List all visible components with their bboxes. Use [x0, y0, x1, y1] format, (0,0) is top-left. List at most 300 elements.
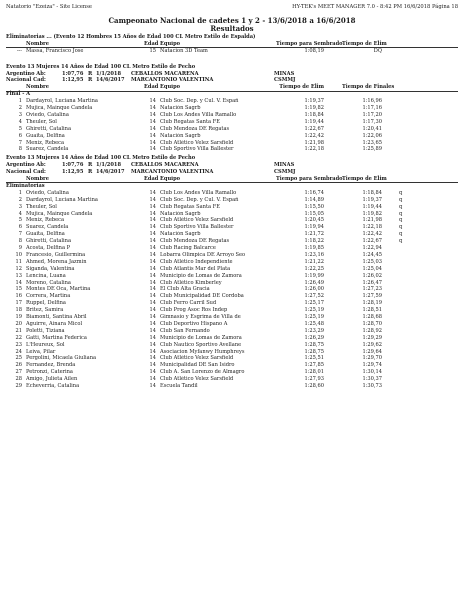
place: 3: [18, 111, 22, 118]
section-title: [6, 91, 458, 97]
swimmer-name: Leiva, Pilar: [26, 348, 56, 355]
team-name: Municipio de Lomas de Zamora: [160, 272, 242, 279]
team-name: Club Soc. Dep. y Cul. V. Españ: [160, 196, 239, 203]
result-row: [6, 383, 458, 389]
qualifier-mark: q: [399, 224, 403, 231]
continuation-title: [6, 34, 458, 40]
swimmer-age: 14: [149, 314, 156, 320]
swimmer-name: Moreno, Catalina: [26, 279, 71, 286]
result-row: [6, 266, 458, 272]
header-age: Edad: [144, 176, 159, 182]
result-row: [6, 105, 458, 111]
place: 2: [18, 105, 22, 111]
result-time: 1:19,44: [362, 203, 382, 210]
result-time: 1:25,04: [362, 265, 382, 272]
place: 19: [15, 314, 22, 320]
qualifier-mark: q: [399, 210, 403, 217]
swimmer-name: Theuler, Sol: [26, 118, 57, 125]
result-time: 1:23,65: [362, 139, 382, 146]
record-team: CSMMJ: [274, 77, 296, 84]
place: 14: [15, 279, 22, 286]
swimmer-age: 15: [149, 47, 156, 54]
result-time: 1:19,37: [362, 196, 382, 203]
header-name: Nombre: [26, 84, 49, 91]
result-time: 1:28,51: [362, 307, 382, 314]
swimmer-age: 14: [149, 210, 156, 217]
swimmer-age: 14: [149, 307, 156, 314]
place: 6: [18, 132, 22, 139]
place: 22: [15, 334, 22, 341]
team-name: Club Prog Asoc Ros Indep: [160, 307, 228, 314]
result-time: 1:29,64: [362, 348, 382, 355]
swimmer-name: Britez, Samira: [26, 307, 64, 314]
result-time: 1:22,94: [362, 245, 382, 251]
seed-time: 1:25,17: [304, 300, 324, 307]
team-name: Club Regatas Santa FE: [160, 118, 220, 125]
result-row: [6, 300, 458, 306]
swimmer-age: 14: [149, 272, 156, 279]
place: 9: [18, 245, 22, 251]
result-row: [6, 119, 458, 125]
swimmer-age: 14: [149, 245, 156, 251]
place: 23: [15, 341, 22, 348]
place: 2: [18, 196, 22, 203]
seed-time: 1:27,52: [304, 293, 324, 300]
record-line: [6, 162, 458, 168]
result-time: 1:22,06: [362, 132, 382, 139]
swimmer-age: 14: [149, 139, 156, 146]
swimmer-name: Meniz, Rebeca: [26, 139, 65, 146]
result-time: 1:27,59: [362, 293, 382, 300]
swimmer-name: Siganda, Valentina: [26, 265, 75, 272]
swimmer-name: Acosta, Delfina P: [26, 245, 71, 251]
seed-time: 1:16,74: [304, 189, 324, 196]
record-team: MINAS: [274, 70, 295, 77]
result-row: [6, 362, 458, 368]
result-time: 1:26,47: [362, 279, 382, 286]
team-name: Natación Sagrb: [160, 132, 201, 139]
swimmer-age: 14: [149, 383, 156, 389]
place: 7: [18, 139, 22, 146]
place: 4: [18, 118, 22, 125]
column-headers: [6, 176, 458, 182]
result-time: 1:29,29: [362, 334, 382, 341]
seed-time: 1:28,75: [304, 348, 324, 355]
place: 1: [18, 98, 22, 105]
place: 15: [15, 286, 22, 293]
result-time: 1:28,70: [362, 320, 382, 327]
record-holder: MARCANTONIO VALENTINA: [131, 77, 214, 84]
seed-time: 1:21,98: [304, 139, 324, 146]
column-headers: [6, 41, 458, 47]
result-row: [6, 335, 458, 341]
swimmer-name: Guaita, Delfina: [26, 132, 65, 139]
swimmer-age: 14: [149, 348, 156, 355]
result-row: [6, 342, 458, 348]
swimmer-name: Suarez, Candela: [26, 146, 69, 153]
seed-time: 1:26,00: [304, 286, 324, 293]
place: 16: [15, 293, 22, 300]
swimmer-name: Gatti, Martina Federica: [26, 334, 87, 341]
results-title: Resultados: [210, 24, 254, 33]
result-time: 1:26,02: [362, 272, 382, 279]
result-time: 1:16,96: [362, 98, 382, 105]
swimmer-name: Meniz, Rebeca: [26, 217, 65, 224]
swimmer-age: 14: [149, 355, 156, 362]
result-time: 1:17,20: [362, 111, 382, 118]
swimmer-age: 14: [149, 265, 156, 272]
seed-time: 1:22,25: [304, 265, 324, 272]
swimmer-name: Oviedo, Catalina: [26, 111, 69, 118]
result-row: [6, 238, 458, 244]
result-row: [6, 355, 458, 361]
record-line: [6, 169, 458, 175]
swimmer-age: 14: [149, 320, 156, 327]
result-time: 1:19,82: [362, 210, 382, 217]
swimmer-name: Biamonti, Santina Abril: [26, 314, 87, 320]
place: 7: [18, 231, 22, 238]
team-name: Club Atlantis Mar del Plata: [160, 265, 231, 272]
swimmer-age: 14: [149, 258, 156, 265]
seed-time: 1:23,29: [304, 327, 324, 334]
seed-time: 1:19,85: [304, 245, 324, 251]
swimmer-name: Ruppel, Delfina: [26, 300, 66, 307]
result-row: [6, 190, 458, 196]
header-time: Tiempo de Finales: [342, 84, 395, 91]
result-row: [6, 140, 458, 146]
seed-time: 1:15,05: [304, 210, 324, 217]
place: 18: [15, 307, 22, 314]
seed-time: 1:08,19: [304, 47, 324, 54]
result-row: [6, 349, 458, 355]
record-label: Nacional Cad:: [6, 77, 46, 84]
header-seed: Tiempo para Sembrado: [276, 40, 343, 47]
result-time: 1:29,74: [362, 362, 382, 369]
result-row: [6, 211, 458, 217]
swimmer-name: Suarez, Candela: [26, 224, 69, 231]
result-row: [6, 321, 458, 327]
header-age: Edad: [144, 40, 159, 47]
result-row: [6, 259, 458, 265]
seed-time: 1:22,67: [304, 125, 324, 132]
event-title: [6, 64, 458, 70]
record-time: 1:07,76: [62, 162, 84, 169]
result-row: [6, 224, 458, 230]
header-team: Equipo: [160, 40, 181, 47]
seed-time: 1:14,89: [304, 196, 324, 203]
swimmer-age: 14: [149, 251, 156, 258]
swimmer-name: Guaita, Delfina: [26, 231, 65, 238]
seed-time: 1:27,93: [304, 376, 324, 383]
seed-time: 1:15,50: [304, 203, 324, 210]
team-name: Natación Sagrb: [160, 231, 201, 238]
team-name: Club Los Andes Villa Ramallo: [160, 189, 237, 196]
swimmer-age: 14: [149, 334, 156, 341]
team-name: Club Los Andes Villa Ramallo: [160, 111, 237, 118]
record-flag: R: [88, 169, 93, 176]
record-time: 1:07,76: [62, 70, 84, 77]
swimmer-name: Amigo, Julieta Ailen: [26, 376, 78, 383]
seed-time: 1:19,99: [304, 272, 324, 279]
header-age: Edad: [144, 84, 159, 91]
result-row: [6, 307, 458, 313]
page-header: [6, 4, 458, 14]
swimmer-name: L'Heureux, Sol: [26, 341, 65, 348]
qualifier-mark: q: [399, 189, 403, 196]
team-name: Club Deportivo Hispano A: [160, 320, 228, 327]
seed-time: 1:26,49: [304, 279, 324, 286]
swimmer-age: 14: [149, 132, 156, 139]
swimmer-name: Massa, Francisco Jose: [26, 47, 84, 54]
result-row: [6, 273, 458, 279]
section-title: [6, 183, 458, 189]
team-name: El Club Alta Gracia: [160, 286, 210, 293]
place: 21: [15, 327, 22, 334]
result-time: 1:30,37: [362, 376, 382, 383]
swimmer-name: Ghiretti, Catalina: [26, 125, 71, 132]
swimmer-name: Oviedo, Catalina: [26, 189, 69, 196]
result-time: DQ: [373, 47, 382, 54]
swimmer-age: 14: [149, 286, 156, 293]
seed-time: 1:25,19: [304, 307, 324, 314]
result-row: [6, 245, 458, 251]
result-row: [6, 146, 458, 152]
swimmer-name: Ghiretti, Catalina: [26, 238, 71, 245]
result-time: 1:18,84: [362, 189, 382, 196]
record-line: [6, 71, 458, 77]
place: 11: [15, 258, 22, 265]
swimmer-age: 14: [149, 362, 156, 369]
header-name: Nombre: [26, 40, 49, 47]
team-name: Club Sportivo Villa Ballester: [160, 224, 234, 231]
team-name: Club Atlético Kimberley: [160, 279, 222, 286]
event-heading: Evento 13 Mujeres 14 Años de Edad 100 CL Metro Estilo de Pecho: [6, 63, 196, 70]
result-time: 1:22,42: [362, 231, 382, 238]
dq-note: [6, 55, 458, 61]
place: 24: [15, 348, 22, 355]
swimmer-name: Correra, Martina: [26, 293, 71, 300]
swimmer-age: 14: [149, 300, 156, 307]
result-row: [6, 376, 458, 382]
swimmer-age: 14: [149, 376, 156, 383]
team-name: Club Racing Balcarce: [160, 245, 216, 251]
swimmer-name: Aguirre, Ainara Micol: [26, 320, 83, 327]
swimmer-age: 14: [149, 189, 156, 196]
result-time: 1:27,23: [362, 286, 382, 293]
result-row: [6, 328, 458, 334]
swimmer-age: 14: [149, 146, 156, 153]
swimmer-age: 14: [149, 224, 156, 231]
result-row: [6, 231, 458, 237]
team-name: Club Soc. Dep. y Cul. V. Españ: [160, 98, 239, 105]
record-date: 14/6/2017: [96, 169, 125, 176]
venue-license: Natatorio "Ezeiza" - Site License: [6, 4, 92, 10]
qualifier-mark: q: [399, 203, 403, 210]
swimmer-name: Echeverria, Catalina: [26, 383, 80, 389]
team-name: Club San Fernando: [160, 327, 210, 334]
swimmer-age: 14: [149, 118, 156, 125]
swimmer-name: Montes DE Oca, Martina: [26, 286, 91, 293]
result-time: 1:20,41: [362, 125, 382, 132]
result-time: 1:25,03: [362, 258, 382, 265]
team-name: Club Atlético Velez Sarsfield: [160, 376, 234, 383]
result-row: [6, 314, 458, 320]
header-team: Equipo: [160, 84, 181, 91]
result-time: 1:25,89: [362, 146, 382, 153]
record-label: Argentino Ab:: [6, 70, 46, 77]
team-name: Club Municipalidad DE Cordoba: [160, 293, 244, 300]
result-time: 1:28,19: [362, 300, 382, 307]
seed-time: 1:19,44: [304, 118, 324, 125]
qualifier-mark: q: [399, 238, 403, 245]
seed-time: 1:25,51: [304, 355, 324, 362]
team-name: Club Regatas Santa FE: [160, 203, 220, 210]
section-heading: Eliminatorias: [6, 182, 45, 189]
seed-time: 1:19,82: [304, 105, 324, 111]
seed-time: 1:25,48: [304, 320, 324, 327]
place: 8: [18, 238, 22, 245]
place: 17: [15, 300, 22, 307]
result-row: [6, 369, 458, 375]
swimmer-name: Mujica, Mainque Candela: [26, 210, 93, 217]
header-seed: Tiempo para Sembrado: [276, 176, 343, 182]
qualifier-mark: q: [399, 231, 403, 238]
seed-time: 1:25,19: [304, 314, 324, 320]
result-time: 1:29,70: [362, 355, 382, 362]
place: 5: [18, 125, 22, 132]
seed-time: 1:18,22: [304, 238, 324, 245]
seed-time: 1:19,94: [304, 224, 324, 231]
seed-time: 1:18,84: [304, 111, 324, 118]
result-row: [6, 293, 458, 299]
column-headers: [6, 84, 458, 90]
result-row: [6, 252, 458, 258]
result-time: 1:30,14: [362, 369, 382, 376]
result-row: [6, 133, 458, 139]
seed-time: 1:28,60: [304, 383, 324, 389]
swimmer-name: Petronzi, Caterina: [26, 369, 73, 376]
result-row: [6, 280, 458, 286]
team-name: Club Mendoza DE Regatas: [160, 238, 230, 245]
seed-time: 1:20,45: [304, 217, 324, 224]
place: 12: [15, 265, 22, 272]
record-date: 14/6/2017: [96, 77, 125, 84]
header-seed: Tiempo de Elim: [279, 84, 324, 91]
record-line: [6, 77, 458, 83]
place: 3: [18, 203, 22, 210]
swimmer-name: Francesio, Guillermina: [26, 251, 86, 258]
team-name: Asociacion Myfanwy Humphreys: [160, 348, 245, 355]
swimmer-age: 14: [149, 111, 156, 118]
place: 10: [15, 251, 22, 258]
seed-time: 1:21,22: [304, 258, 324, 265]
result-row: [6, 112, 458, 118]
result-time: 1:24,45: [362, 251, 382, 258]
seed-time: 1:22,42: [304, 132, 324, 139]
team-name: Club Mendoza DE Regatas: [160, 125, 230, 132]
place: 25: [15, 355, 22, 362]
swimmer-age: 14: [149, 293, 156, 300]
seed-time: 1:27,85: [304, 362, 324, 369]
header-time: Tiempo de Elim: [342, 40, 387, 47]
seed-time: 1:21,72: [304, 231, 324, 238]
place: 5: [18, 217, 22, 224]
header-time: Tiempo de Elim: [342, 176, 387, 182]
swimmer-name: Dardayrol, Luciana Martina: [26, 98, 98, 105]
seed-time: 1:26,29: [304, 334, 324, 341]
result-time: 1:22,67: [362, 238, 382, 245]
record-flag: R: [88, 162, 93, 169]
team-name: Municipalidad DE San Isidro: [160, 362, 235, 369]
qualifier-mark: q: [399, 217, 403, 224]
swimmer-name: Mujica, Mainque Candela: [26, 105, 93, 111]
continuation-heading: Eliminatorias ... (Evento 12 Hombres 15 Años de Edad 100 CL Metro Estilo de Espalda): [6, 34, 256, 40]
team-name: Club Sportivo Villa Ballester: [160, 146, 234, 153]
result-row: [6, 286, 458, 292]
swimmer-name: Fernandez, Brenda: [26, 362, 76, 369]
swimmer-name: Lencina, Luana: [26, 272, 66, 279]
section-heading: Final - A: [6, 91, 31, 98]
team-name: Club Nautico Sportivo Avellane: [160, 341, 242, 348]
place: 26: [15, 362, 22, 369]
team-name: Escuela Tandil: [160, 383, 198, 389]
result-time: 1:28,68: [362, 314, 382, 320]
record-label: Nacional Cad:: [6, 169, 46, 176]
team-name: Natación Sagrb: [160, 105, 201, 111]
swimmer-age: 14: [149, 369, 156, 376]
result-time: 1:30,73: [362, 383, 382, 389]
place: ---: [16, 47, 22, 54]
team-name: Club Ferro Carril Sud: [160, 300, 217, 307]
record-time: 1:12,95: [62, 77, 84, 84]
team-name: Lobarra Olimpica DE Arroyo Seo: [160, 251, 246, 258]
team-name: Club A. San Lorenzo de Almagro: [160, 369, 245, 376]
record-holder: CEBALLOS MACARENA: [131, 70, 199, 77]
place: 27: [15, 369, 22, 376]
team-name: Club Atlético Velez Sarsfield: [160, 139, 234, 146]
result-row: [6, 217, 458, 223]
seed-time: 1:22,18: [304, 146, 324, 153]
result-time: 1:17,16: [362, 105, 382, 111]
swimmer-name: Theuler, Sol: [26, 203, 57, 210]
team-name: Club Atlético Independiente: [160, 258, 233, 265]
swimmer-name: Ahmed, Morena Jazmin: [26, 258, 87, 265]
header-name: Nombre: [26, 176, 49, 182]
place: 20: [15, 320, 22, 327]
record-holder: CEBALLOS MACARENA: [131, 162, 199, 169]
swimmer-name: Pergolini, Micaela Giuliana: [26, 355, 97, 362]
swimmer-age: 14: [149, 196, 156, 203]
seed-time: 1:23,16: [304, 251, 324, 258]
result-row: [6, 197, 458, 203]
record-date: 1/1/2018: [96, 162, 121, 169]
record-team: MINAS: [274, 162, 295, 169]
result-time: 1:29,62: [362, 341, 382, 348]
result-row: [6, 204, 458, 210]
team-name: Club Atlético Velez Sarsfield: [160, 217, 234, 224]
place: 4: [18, 210, 22, 217]
swimmer-age: 14: [149, 231, 156, 238]
seed-time: 1:19,37: [304, 98, 324, 105]
place: 29: [15, 383, 22, 389]
seed-time: 1:28,01: [304, 369, 324, 376]
result-row: [6, 48, 458, 54]
swimmer-age: 14: [149, 279, 156, 286]
qualifier-mark: q: [399, 196, 403, 203]
team-name: Natacion 3D Team: [160, 47, 208, 54]
record-flag: R: [88, 77, 93, 84]
swimmer-age: 14: [149, 125, 156, 132]
